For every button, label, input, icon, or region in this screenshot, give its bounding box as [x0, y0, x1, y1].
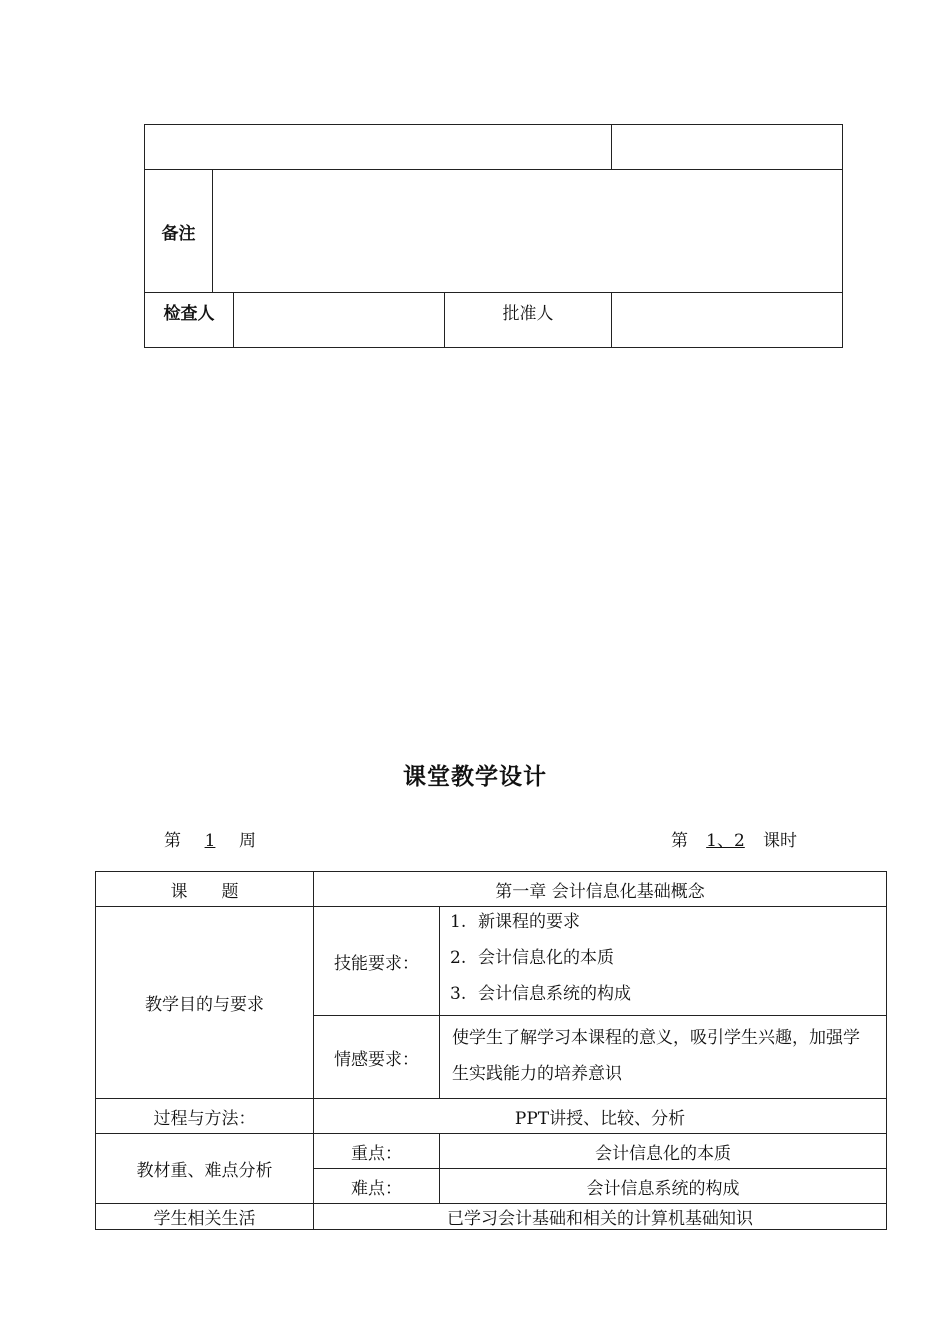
lesson-design-table [95, 871, 887, 1230]
student-life-label: 学生相关生活 [96, 1204, 314, 1230]
topic-value: 第一章 会计信息化基础概念 [314, 872, 887, 907]
checker-field[interactable] [234, 293, 445, 348]
emotion-label: 情感要求： [314, 1016, 440, 1099]
analysis-label: 教材重、难点分析 [96, 1134, 314, 1204]
topic-label: 课 题 [96, 872, 314, 907]
remark-field[interactable] [213, 170, 843, 293]
list-item: 3. 会计信息系统的构成 [450, 984, 631, 1004]
period-suffix: 课时 [763, 831, 797, 851]
approver-field[interactable] [612, 293, 843, 348]
form-blank-cell [612, 125, 843, 170]
checker-label: 检查人 [145, 293, 234, 348]
process-value: PPT讲授、比较、分析 [314, 1099, 887, 1134]
difficulty-label: 难点： [314, 1169, 440, 1204]
remark-label: 备注 [145, 170, 213, 293]
difficulty-value: 会计信息系统的构成 [440, 1169, 887, 1204]
goal-label: 教学目的与要求 [96, 907, 314, 1099]
emotion-text: 使学生了解学习本课程的意义，吸引学生兴趣，加强学生实践能力的培养意识 [440, 1016, 887, 1099]
period-line [671, 826, 797, 851]
skill-list [440, 907, 886, 1015]
approval-form [144, 124, 843, 348]
list-item: 2. 会计信息化的本质 [450, 948, 614, 968]
week-suffix: 周 [239, 831, 256, 851]
list-item: 1. 新课程的要求 [450, 912, 580, 932]
period-prefix: 第 [671, 831, 688, 851]
skill-items-cell [440, 907, 887, 1016]
approver-label: 批准人 [445, 293, 612, 348]
week-prefix: 第 [164, 831, 181, 851]
week-number: 1 [204, 831, 216, 851]
key-point-value: 会计信息化的本质 [440, 1134, 887, 1169]
process-label: 过程与方法： [96, 1099, 314, 1134]
key-point-label: 重点： [314, 1134, 440, 1169]
skill-label: 技能要求： [314, 907, 440, 1016]
page-title: 课堂教学设计 [403, 764, 547, 790]
period-number: 1、2 [706, 831, 745, 851]
student-life-value: 已学习会计基础和相关的计算机基础知识 [314, 1204, 887, 1230]
week-line [164, 826, 256, 851]
form-blank-cell [145, 125, 612, 170]
